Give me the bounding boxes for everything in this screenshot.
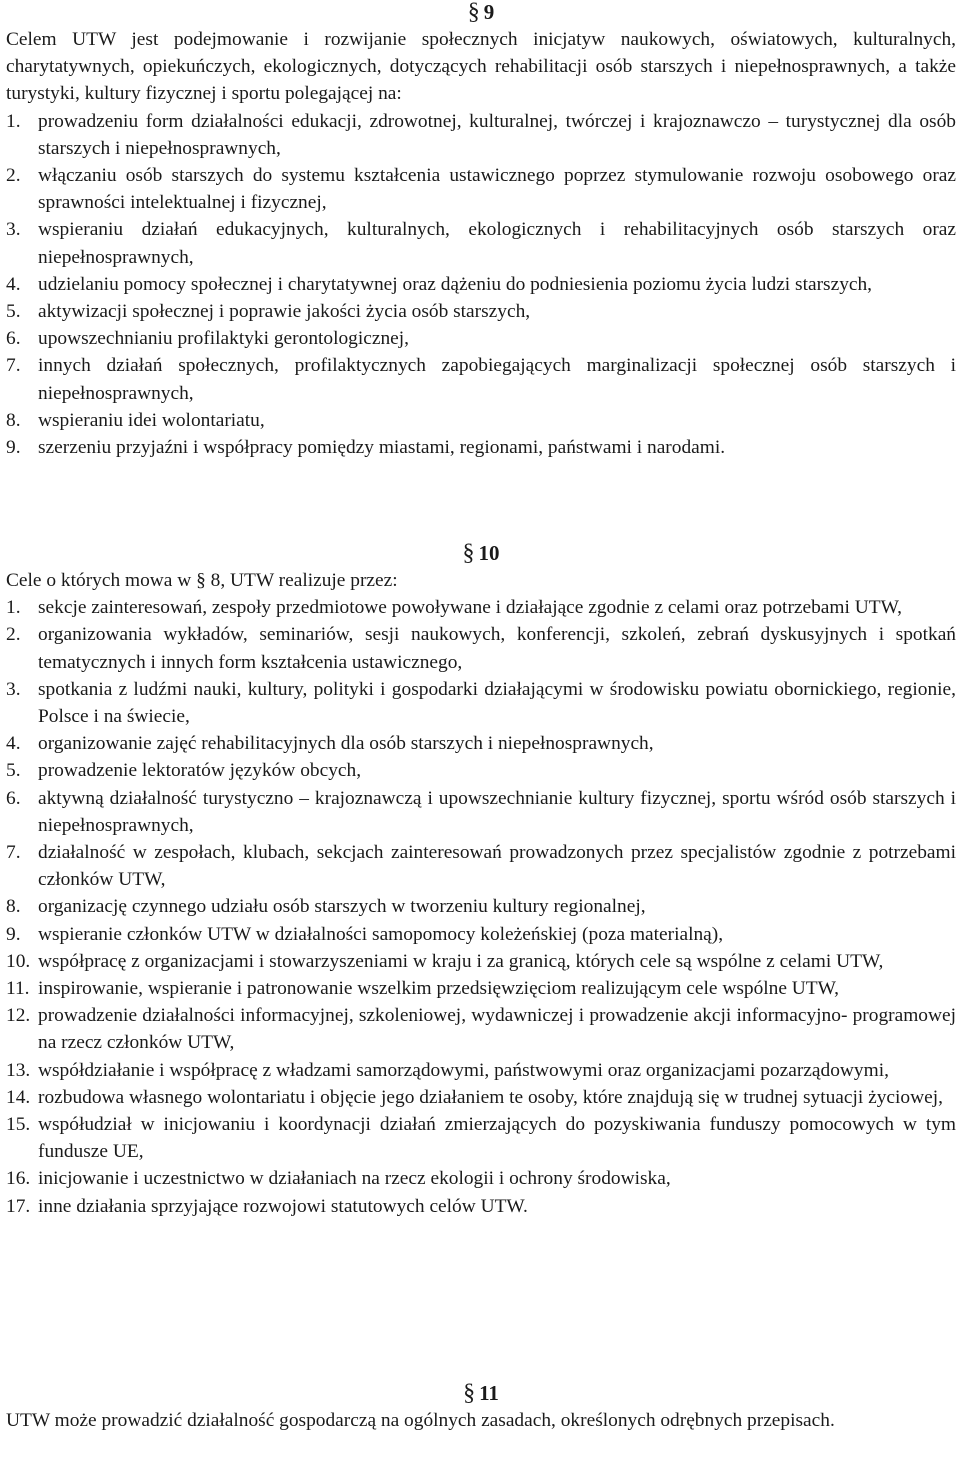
list-item <box>6 325 956 352</box>
section-symbol: § <box>462 540 475 566</box>
section-intro: Cele o których mowa w § 8, UTW realizuje przez: <box>6 570 398 591</box>
list-item-text: aktywizacji społecznej i poprawie jakości życia osób starszych, <box>38 301 531 323</box>
list-item-text: prowadzenie lektoratów języków obcych, <box>38 760 362 782</box>
list-item <box>6 1193 956 1220</box>
list-item-text: innych działań społecznych, profilaktycznych zapobiegających marginalizacji społecznej osób starszych i niepełnosprawnych, <box>38 355 956 404</box>
list-item-text: wspieraniu idei wolontariatu, <box>38 409 265 431</box>
section-list <box>6 108 956 462</box>
list-item-text: aktywną działalność turystyczno – krajoznawczą i upowszechnianie kultury fizycznej, sportu wśród osób starszych i niepełnosprawnych, <box>38 787 956 836</box>
list-item <box>6 108 956 162</box>
section-11 <box>6 1380 956 1434</box>
list-item-text: wspieraniu działań edukacyjnych, kulturalnych, ekologicznych i rehabilitacyjnych osób starszych oraz niepełnosprawnych, <box>38 219 956 268</box>
list-item <box>6 298 956 325</box>
list-item <box>6 434 956 461</box>
list-item-text: działalność w zespołach, klubach, sekcjach zainteresowań prowadzonych przez specjalistów zgodnie z potrzebami członków UTW, <box>38 842 956 891</box>
list-item <box>6 621 956 675</box>
list-item-number: 3. <box>6 219 21 241</box>
list-item-number: 7. <box>6 355 21 377</box>
list-item-number: 16. <box>6 1168 31 1190</box>
section-list <box>6 594 956 1220</box>
list-item-number: 1. <box>6 597 21 619</box>
section-heading <box>6 1380 956 1407</box>
list-item-number: 2. <box>6 624 21 646</box>
list-item-number: 5. <box>6 301 21 323</box>
list-item <box>6 676 956 730</box>
list-item-text: inspirowanie, wspieranie i patronowanie wszelkim przedsięwzięciom realizującym cele wspólne UTW, <box>38 978 840 1000</box>
list-item <box>6 1057 956 1084</box>
list-item <box>6 1111 956 1165</box>
list-item <box>6 216 956 270</box>
list-item-number: 4. <box>6 273 21 295</box>
list-item <box>6 948 956 975</box>
list-item-number: 17. <box>6 1195 31 1217</box>
list-item-number: 2. <box>6 165 21 187</box>
list-item-number: 6. <box>6 328 21 350</box>
list-item-number: 14. <box>6 1086 31 1108</box>
list-item-text: inicjowanie i uczestnictwo w działaniach na rzecz ekologii i ochrony środowiska, <box>38 1168 671 1190</box>
list-item-number: 7. <box>6 842 21 864</box>
list-item-number: 15. <box>6 1114 31 1136</box>
list-item-number: 8. <box>6 896 21 918</box>
list-item-text: współudział w inicjowaniu i koordynacji działań zmierzających do pozyskiwania funduszy pomocowych w tym fundusze UE, <box>38 1114 956 1163</box>
list-item-number: 6. <box>6 787 21 809</box>
section-10 <box>6 540 956 1220</box>
list-item <box>6 1165 956 1192</box>
list-item <box>6 785 956 839</box>
list-item-text: spotkania z ludźmi nauki, kultury, polityki i gospodarki działającymi w środowisku powiatu obornickiego, regionie, Polsce i na świecie, <box>38 678 956 728</box>
list-item <box>6 921 956 948</box>
section-number: 11 <box>479 1381 499 1405</box>
list-item <box>6 271 956 298</box>
list-item-text: wspieranie członków UTW w działalności samopomocy koleżeńskiej (poza materialną), <box>38 923 724 945</box>
list-item <box>6 594 956 621</box>
section-symbol: § <box>467 0 480 25</box>
list-item-text: organizację czynnego udziału osób starszych w tworzeniu kultury regionalnej, <box>38 896 646 918</box>
list-item-number: 11. <box>6 978 30 1000</box>
list-item-number: 13. <box>6 1059 31 1081</box>
list-item-number: 9. <box>6 923 21 945</box>
list-item-number: 12. <box>6 1005 31 1027</box>
list-item-text: prowadzenie działalności informacyjnej, szkoleniowej, wydawniczej i prowadzenie akcji informacyjno- programowej na rzecz członków UTW, <box>38 1005 956 1054</box>
list-item-text: organizowanie zajęć rehabilitacyjnych dla osób starszych i niepełnosprawnych, <box>38 733 654 755</box>
section-intro: UTW może prowadzić działalność gospodarczą na ogólnych zasadach, określonych odrębnych przepisach. <box>6 1410 835 1431</box>
list-item-number: 4. <box>6 733 21 755</box>
list-item <box>6 352 956 406</box>
list-item <box>6 893 956 920</box>
section-heading <box>6 0 956 26</box>
list-item-number: 10. <box>6 950 31 972</box>
list-item-text: współpracę z organizacjami i stowarzyszeniami w kraju i za granicą, których cele są wspólne z celami UTW, <box>38 950 884 972</box>
list-item <box>6 1002 956 1056</box>
list-item-text: współdziałanie i współpracę z władzami samorządowymi, państwowymi oraz organizacjami pozarządowymi, <box>38 1059 889 1081</box>
list-item-number: 5. <box>6 760 21 782</box>
list-item-number: 1. <box>6 110 21 132</box>
list-item-text: organizowania wykładów, seminariów, sesji naukowych, konferencji, szkoleń, zebrań dyskusyjnych i spotkań tematycznych i innych form kształcenia ustawicznego, <box>38 624 956 673</box>
list-item-number: 9. <box>6 437 21 459</box>
list-item <box>6 975 956 1002</box>
list-item-number: 8. <box>6 409 21 431</box>
list-item <box>6 162 956 216</box>
list-item <box>6 407 956 434</box>
section-heading <box>6 540 956 567</box>
list-item-text: upowszechnianiu profilaktyki gerontologicznej, <box>38 328 410 350</box>
list-item <box>6 1084 956 1111</box>
list-item-number: 3. <box>6 678 21 700</box>
list-item-text: szerzeniu przyjaźni i współpracy pomiędzy miastami, regionami, państwami i narodami. <box>38 437 726 459</box>
list-item-text: udzielaniu pomocy społecznej i charytatywnej oraz dążeniu do podniesienia poziomu życia ludzi starszych, <box>38 273 873 295</box>
list-item-text: włączaniu osób starszych do systemu kształcenia ustawicznego poprzez stymulowanie rozwoju osobowego oraz sprawności intelektualnej i fizycznej, <box>38 165 956 214</box>
section-number: 9 <box>483 0 495 24</box>
list-item-text: prowadzeniu form działalności edukacji, zdrowotnej, kulturalnej, twórczej i krajoznawczo – turystycznej dla osób starszych i niepełnosprawnych, <box>38 110 956 159</box>
section-intro: Celem UTW jest podejmowanie i rozwijanie społecznych inicjatyw naukowych, oświatowych, kulturalnych, charytatywnych, opiekuńczych, ekologicznych, dotyczących rehabilitacji osób starszych i niepełnosprawnych, a także turystyki, kultury fizycznej i sportu polegającej na: <box>6 29 956 105</box>
list-item-text: rozbudowa własnego wolontariatu i objęcie jego działaniem te osoby, które znajdują się w trudnej sytuacji życiowej, <box>38 1086 943 1108</box>
section-number: 10 <box>478 541 500 565</box>
list-item <box>6 839 956 893</box>
list-item <box>6 757 956 784</box>
list-item <box>6 730 956 757</box>
section-9 <box>6 0 956 461</box>
list-item-text: sekcje zainteresowań, zespoły przedmiotowe powoływane i działające zgodnie z celami oraz potrzebami UTW, <box>38 597 902 619</box>
list-item-text: inne działania sprzyjające rozwojowi statutowych celów UTW. <box>38 1195 528 1217</box>
section-symbol: § <box>463 1380 476 1406</box>
